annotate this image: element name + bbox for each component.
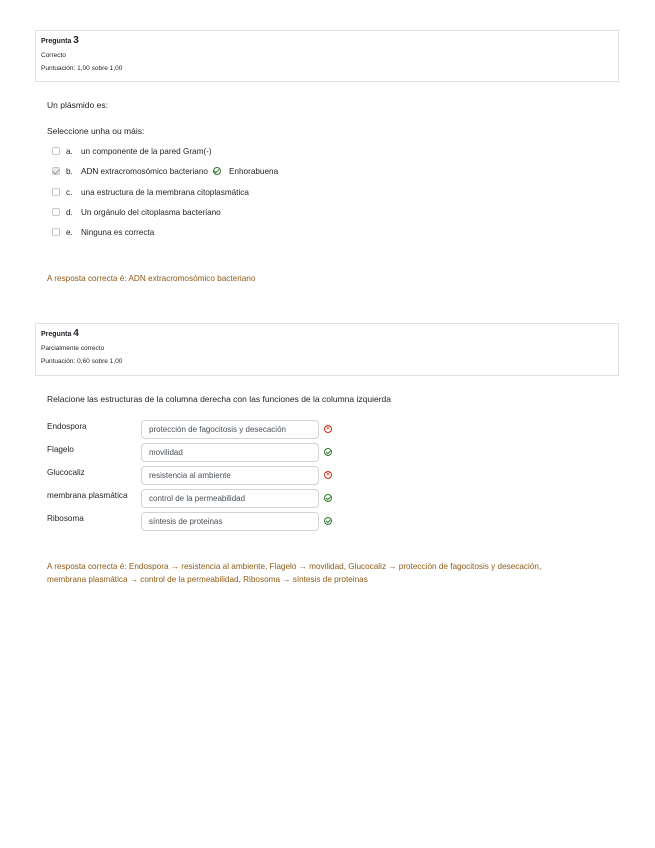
question-3-text: Un plásmido es: [47,100,108,110]
match-select-membrana-plasmatica[interactable]: control de la permeabilidad [141,489,319,508]
match-select-endospora[interactable]: protección de fagocitosis y desecación [141,420,319,439]
match-label-endospora: Endospora [47,422,87,431]
x-circle-icon: ✕ [325,426,331,432]
question-4-grade: Puntuación: 0,60 sobre 1,00 [41,358,123,365]
match-select-glucocaliz[interactable]: resistencia al ambiente [141,466,319,485]
option-d-checkbox[interactable] [52,208,60,216]
question-3-info [35,30,619,82]
match-label-glucocaliz: Glucocaliz [47,468,85,477]
question-3-state: Correcto [41,52,66,59]
check-circle-icon [324,517,332,525]
option-b: b. ADN extracromosómico bacteriano Enhorabuena [52,165,278,177]
match-label-flagelo: Flagelo [47,445,74,454]
match-select-flagelo[interactable]: movilidad [141,443,319,462]
question-4-number: Pregunta 4 [41,328,79,339]
question-3-prompt: Seleccione unha ou máis: [47,126,145,136]
question-3-right-answer: A resposta correcta é: ADN extracromosómico bacteriano [47,274,256,283]
option-e-label: Ninguna es correcta [81,227,155,237]
check-circle-icon [213,167,221,175]
question-3-grade: Puntuación: 1,00 sobre 1,00 [41,65,123,72]
option-e-checkbox[interactable] [52,228,60,236]
option-e: e. Ninguna es correcta [52,226,154,238]
option-d-label: Un orgánulo del citoplasma bacteriano [81,207,221,217]
option-b-label: ADN extracromosómico bacteriano [81,166,208,176]
x-circle-icon: ✕ [325,472,331,478]
check-circle-icon [324,494,332,502]
match-label-membrana-plasmatica: membrana plasmática [47,491,128,500]
option-a-label: un componente de la pared Gram(-) [81,146,212,156]
question-4-text: Relacione las estructuras de la columna derecha con las funciones de la columna izquierda [47,394,391,404]
question-4-info [35,323,619,376]
question-4-right-answer-line-1: A resposta correcta é: Endospora → resistencia al ambiente, Flagelo → movilidad, Glucocaliz → protección de fagocitosis y desecación, [47,562,542,571]
question-3-number: Pregunta 3 [41,35,79,46]
match-select-ribosoma[interactable]: síntesis de proteinas [141,512,319,531]
option-b-checkbox[interactable] [52,167,60,175]
option-d: d. Un orgánulo del citoplasma bacteriano [52,206,221,218]
option-c: c. una estructura de la membrana citoplasmática [52,186,249,198]
option-c-checkbox[interactable] [52,188,60,196]
option-b-feedback: Enhorabuena [228,166,279,176]
check-circle-icon [324,448,332,456]
question-4-state: Parcialmente correcto [41,345,105,352]
option-a-checkbox[interactable] [52,147,60,155]
option-c-label: una estructura de la membrana citoplasmática [81,187,249,197]
question-4-right-answer-line-2: membrana plasmática → control de la permeabilidad, Ribosoma → síntesis de proteinas [47,574,368,584]
question-4-right-answer [47,561,607,586]
match-label-ribosoma: Ribosoma [47,514,84,523]
option-a: a. un componente de la pared Gram(-) [52,145,212,157]
